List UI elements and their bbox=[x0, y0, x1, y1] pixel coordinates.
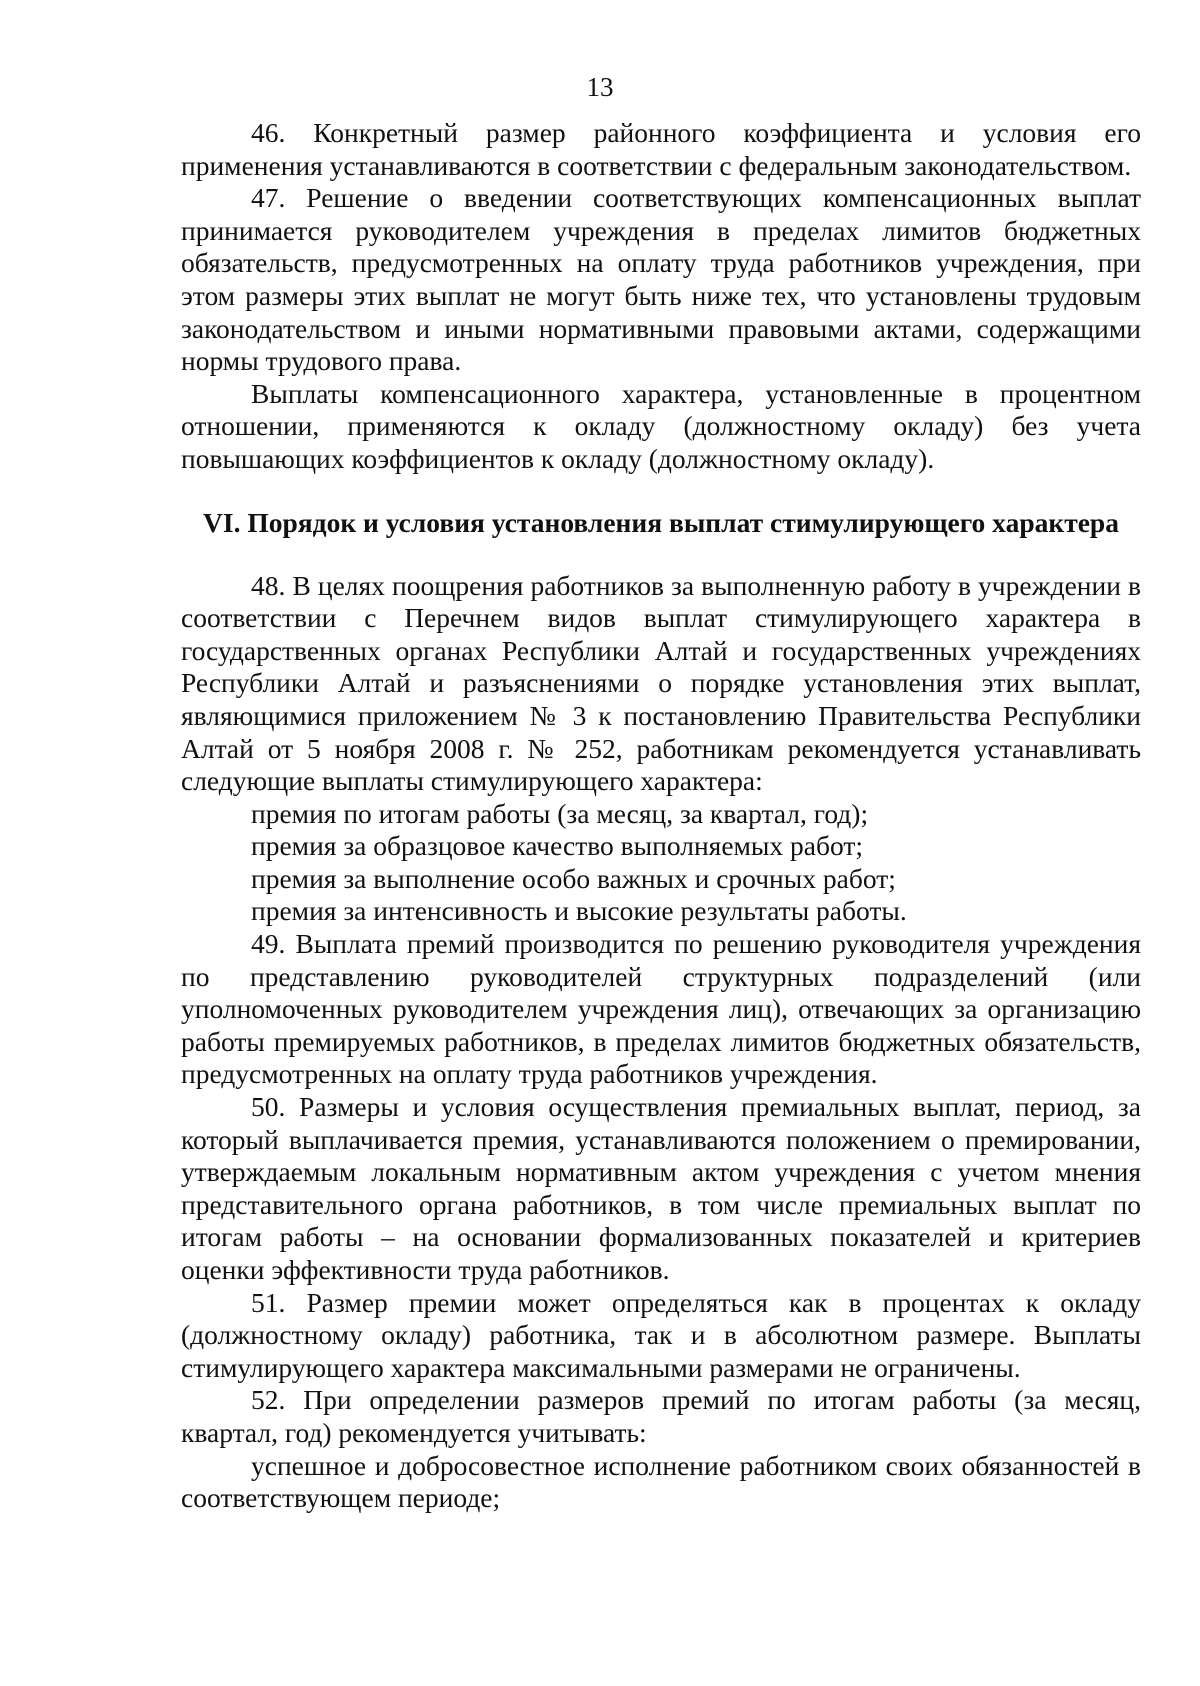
page-number: 13 bbox=[586, 72, 614, 102]
list-item-bonus-results: премия по итогам работы (за месяц, за квартал, год); bbox=[251, 797, 869, 829]
paragraph-compensation-percent: Выплаты компенсационного характера, установленные в процентном отношении, применяются к окладу (должностному окладу) без учета повышающих коэффициентов к окладу (должностному окладу). bbox=[181, 377, 1141, 474]
paragraph-47: 47. Решение о введении соответствующих компенсационных выплат принимается руководителем учреждения в пределах лимитов бюджетных обязательств, предусмотренных на оплату труда работников учреждения, при этом размеры этих выплат не могут быть ниже тех, что установлены трудовым законодательством и иными нормативными правовыми актами, содержащими нормы трудового права. bbox=[181, 182, 1141, 377]
paragraph-46: 46. Конкретный размер районного коэффициента и условия его применения устанавливаются в соответствии с федеральным законодательством. bbox=[181, 117, 1141, 181]
paragraph-51: 51. Размер премии может определяться как в процентах к окладу (должностному окладу) работника, так и в абсолютном размере. Выплаты стимулирующего характера максимальными размерами не ограничены. bbox=[181, 1286, 1141, 1383]
section-heading: VI. Порядок и условия установления выплат стимулирующего характера bbox=[203, 506, 1119, 538]
paragraph-48: 48. В целях поощрения работников за выполненную работу в учреждении в соответствии с Перечнем видов выплат стимулирующего характера в государственных органах Республики Алтай и государственных учреждениях Республики Алтай и разъяснениями о порядке установления этих выплат, являющимися приложением № 3 к постановлению Правительства Республики Алтай от 5 ноября 2008 г. № 252, работникам рекомендуется устанавливать следующие выплаты стимулирующего характера: bbox=[181, 569, 1141, 797]
document-body bbox=[181, 117, 1141, 1515]
list-item-bonus-urgent: премия за выполнение особо важных и срочных работ; bbox=[251, 862, 896, 894]
paragraph-52-item: успешное и добросовестное исполнение работником своих обязанностей в соответствующем периоде; bbox=[181, 1449, 1141, 1514]
paragraph-50: 50. Размеры и условия осуществления премиальных выплат, период, за который выплачивается премия, устанавливаются положением о премировании, утверждаемым локальным нормативным актом учреждения с учетом мнения представительного органа работников, в том числе премиальных выплат по итогам работы – на основании формализованных показателей и критериев оценки эффективности труда работников. bbox=[181, 1091, 1141, 1285]
list-item-bonus-intensity: премия за интенсивность и высокие результаты работы. bbox=[251, 895, 907, 927]
paragraph-49: 49. Выплата премий производится по решению руководителя учреждения по представлению руководителей структурных подразделений (или уполномоченных руководителем учреждения лиц), отвечающих за организацию работы премируемых работников, в пределах лимитов бюджетных обязательств, предусмотренных на оплату труда работников учреждения. bbox=[181, 928, 1141, 1090]
list-item-bonus-quality: премия за образцовое качество выполняемых работ; bbox=[251, 830, 864, 862]
paragraph-52: 52. При определении размеров премий по итогам работы (за месяц, квартал, год) рекомендуется учитывать: bbox=[181, 1384, 1141, 1448]
